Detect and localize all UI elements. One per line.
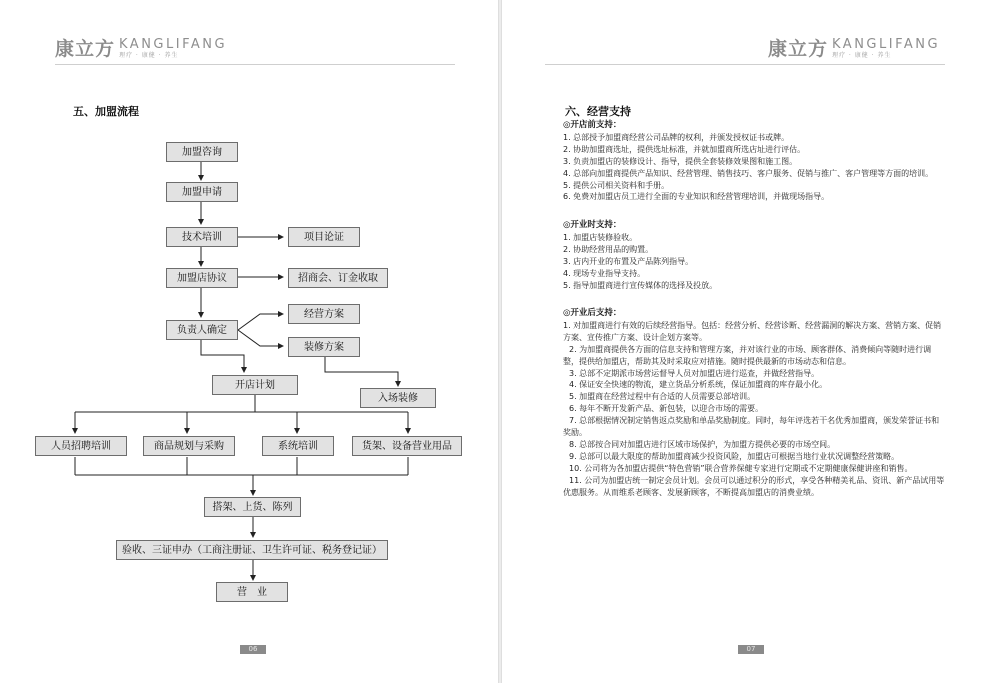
arrow-decoration-onsite [325,357,398,386]
flow-step-training: 技术培训 [166,227,238,247]
support-item: 7. 总部根据情况制定销售返点奖励和单品奖励制度。同时，每年评选若干名优秀加盟商，颁发荣誉证书和奖励。 [563,416,940,438]
arrow-manager-opening [201,340,244,372]
support-item: 3. 总部不定期派市场营运督导人员对加盟店进行巡查，并做经营指导。 [569,368,820,378]
support-item: 4. 保证安全快速的物流，建立货品分析系统，保证加盟商的库存最小化。 [569,380,828,390]
support-item: 2. 协助加盟商选址，提供选址标准，并就加盟商所选店址进行评估。 [563,144,806,154]
flow-step-recruit: 招商会、订金收取 [288,268,388,288]
brand-logo-right [768,38,940,60]
support-item: 2. 为加盟商提供各方面的信息支持和管理方案，并对该行业的市场、顾客群体、消费倾向等随时进行调整，提供给加盟店，帮助其及时采取应对措施。随时提供最新的市场动态和信息。 [563,344,932,366]
support-item: 4. 现场专业指导支持。 [563,268,646,278]
flow-step-staff-training: 人员招聘培训 [35,436,127,456]
support-item: 6. 每年不断开发新产品、新包装，以迎合市场的需要。 [569,404,764,414]
support-item: 3. 负责加盟店的装修设计、指导，提供全套装修效果图和施工图。 [563,156,798,166]
brand-logo-cn: 康立方 [768,38,829,60]
arrow-manager-decoration [238,330,283,346]
flow-step-operate: 营 业 [216,582,288,602]
support-heading: ◎开店前支持： [563,120,622,130]
brand-logo-cn: 康立方 [55,38,116,60]
support-item: 5. 加盟商在经营过程中有合适的人员需要总部培训。 [569,392,756,402]
support-item: 10. 公司将为各加盟店提供“特色营销”联合营养保健专家进行定期或不定期健康保健讲座和销售。 [569,463,913,473]
section-title-franchise-process: 五、加盟流程 [73,105,139,118]
page-number-left: 06 [240,645,266,654]
brand-tagline: 理疗 · 康健 · 养生 [119,52,179,59]
flow-step-project: 项目论证 [288,227,360,247]
support-heading: ◎开业后支持： [563,308,622,318]
support-item: 5. 指导加盟商进行宣传媒体的选择及投放。 [563,280,718,290]
flow-step-manager: 负责人确定 [166,320,238,340]
support-after-opening [563,308,945,499]
flow-step-opening-plan: 开店计划 [212,375,298,395]
support-item: 11. 公司为加盟店统一制定会员计划。会员可以通过积分的形式，享受各种精美礼品、资讯、新产品试用等优惠服务。从而维系老顾客、发展新顾客，不断提高加盟店的消费业绩。 [563,475,945,497]
flow-step-consult: 加盟咨询 [166,142,238,162]
flow-step-product-planning: 商品规划与采购 [143,436,235,456]
flow-step-display: 搭架、上货、陈列 [204,497,301,517]
support-item: 3. 店内开业的布置及产品陈列指导。 [563,256,694,266]
arrow-manager-plan [238,314,283,330]
flow-step-shelves-equipment: 货架、设备营业用品 [352,436,462,456]
support-item: 8. 总部按合同对加盟店进行区域市场保护，为加盟方提供必要的市场空间。 [569,439,836,449]
support-at-opening [563,220,945,291]
page-number-right: 07 [738,645,764,654]
support-item: 1. 加盟店装修验收。 [563,232,638,242]
section-title-operating-support: 六、经营支持 [565,105,631,118]
flow-step-business-plan: 经营方案 [288,304,360,324]
support-heading: ◎开业时支持： [563,220,622,230]
flow-step-agreement: 加盟店协议 [166,268,238,288]
support-item: 5. 提供公司相关资料和手册。 [563,180,670,190]
support-item: 1. 总部授予加盟商经营公司品牌的权利，并颁发授权证书或牌。 [563,132,790,142]
support-item: 4. 总部向加盟商提供产品知识、经营管理、销售技巧、客户服务、促销与推广、客户管理等方面的培训。 [563,168,934,178]
flow-step-apply: 加盟申请 [166,182,238,202]
support-item: 1. 对加盟商进行有效的后续经营指导。包括：经营分析、经营诊断、经营漏洞的解决方案、营销方案、促销方案、宣传推广方案、设计企划方案等。 [563,320,942,342]
support-before-opening [563,120,945,203]
support-item: 2. 协助经营用品的购置。 [563,244,654,254]
flow-step-onsite-decoration: 入场装修 [360,388,436,408]
flow-step-certificates: 验收、三证申办（工商注册证、卫生许可证、税务登记证） [116,540,388,560]
brand-logo-en: KANGLIFANG [832,37,941,52]
flow-step-system-training: 系统培训 [262,436,334,456]
brand-logo-en: KANGLIFANG [119,37,228,52]
brand-tagline: 理疗 · 康健 · 养生 [832,52,892,59]
flow-step-decoration-plan: 装修方案 [288,337,360,357]
support-item: 9. 总部可以最大限度的帮助加盟商减少投资风险，加盟店可根据当地行业状况调整经营策略。 [569,451,900,461]
support-item: 6. 免费对加盟店员工进行全面的专业知识和经营管理培训，并做现场指导。 [563,192,830,202]
header-rule-right [545,64,945,65]
